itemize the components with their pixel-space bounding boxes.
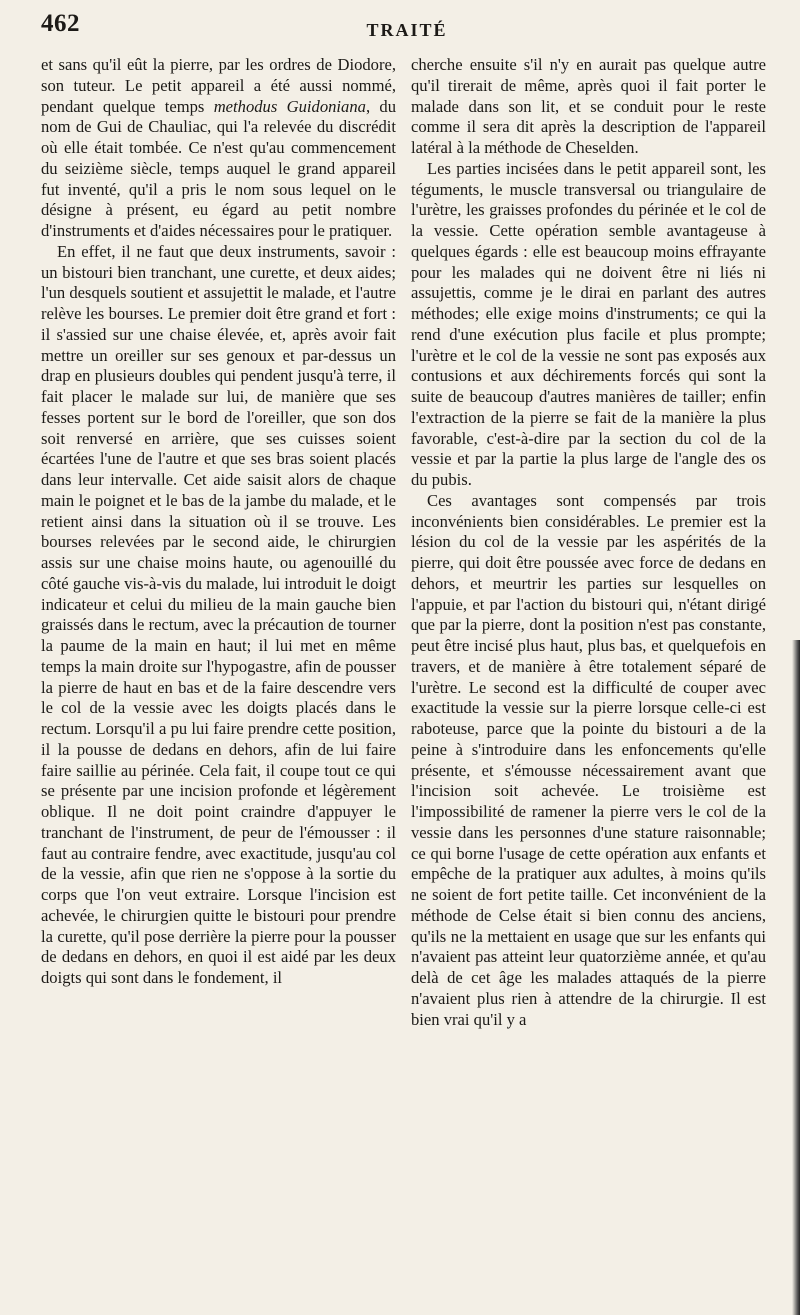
paragraph: Ces avantages sont compensés par trois inconvénients bien considérables. Le premier est la lésion du col de la vessie par les aspérités de la pierre, qui doit être poussée avec force de dedans en dehors, et meurtrir les parties sur lesquelles on l'appuie, et par l'action du bistouri qui, n'étant dirigé que par la pierre, dont la position n'est pas constante, peut être incisé plus haut, plus bas, et quelquefois en travers, et de manière à être totalement séparé de l'urètre. Le second est la difficulté de couper avec exactitude la vessie sur la pierre lorsque celle-ci est raboteuse, parce que la pointe du bistouri a de la peine à s'introduire dans les enfoncements qu'elle présente, et s'émousse nécessairement avant que l'incision soit achevée. Le troisième est l'impossibilité de ramener la pierre vers le col de la vessie dans les personnes d'une stature raisonnable; ce qui borne l'usage de cette opération aux enfants et empêche de la pratiquer aux adultes, à moins qu'ils ne soient de fort petite taille. Cet inconvénient de la méthode de Celse était si bien connu des anciens, qu'ils ne la mettaient en usage que sur les enfants qui n'avaient pas atteint leur quatorzième année, et qu'au delà de cet âge les malades attaqués de la pierre n'avaient plus rien à attendre de la chirurgie. Il est bien vrai qu'il y a: [411, 490, 766, 1029]
paragraph: et sans qu'il eût la pierre, par les ordres de Diodore, son tuteur. Le petit appareil a été aussi nommé, pendant quelque temps methodus Guidoniana, du nom de Gui de Chauliac, qui l'a relevée du discrédit où elle était tombée. Ce n'est qu'au commencement du seizième siècle, temps auquel le grand appareil fut inventé, qu'il a pris le nom sous lequel on le désigne à présent, eu égard au petit nombre d'instruments et d'aides nécessaires pour le pratiquer.: [41, 55, 396, 240]
page-number: 462: [41, 10, 80, 37]
paragraph: Les parties incisées dans le petit appareil sont, les téguments, le muscle transversal ou triangulaire de l'urètre, les graisses profondes du périnée et le col de la vessie. Cette opération semble avantageuse à quelques égards : elle est beaucoup moins effrayante pour les malades qui ne doivent être ni liés ni assujettis, comme je le dirai en parlant des autres méthodes; elle exige moins d'instruments; ce qui la rend d'une exécution plus facile et plus prompte; l'urètre et le col de la vessie ne sont pas exposés aux contusions et aux déchirements forcés qui sont la suite de beaucoup d'autres manières de tailler; enfin l'extraction de la pierre se fait de la manière la plus favorable, c'est-à-dire par la section du col de la vessie et par la partie la plus large de l'angle des os du pubis.: [411, 158, 766, 489]
right-column: [411, 55, 766, 1310]
left-column: [41, 55, 396, 1310]
running-title: TRAITÉ: [366, 20, 448, 40]
paragraph: En effet, il ne faut que deux instruments, savoir : un bistouri bien tranchant, une curette, et deux aides; l'un desquels soutient et assujettit le malade, et l'autre relève les bourses. Le premier doit être grand et fort : il s'assied sur une chaise élevée, et, après avoir fait mettre un oreiller sur ses genoux et par-dessus un drap en plusieurs doubles qui pendent jusqu'à terre, il fait placer le malade sur lui, de manière que ses fesses portent sur le bord de l'oreiller, que son dos soit renversé en arrière, que ses cuisses soient écartées l'une de l'autre et que ses bras soient placés dans leur intervalle. Cet aide saisit alors de chaque main le poignet et le bas de la jambe du malade, et le retient ainsi dans la situation où il se trouve. Les bourses relevées par le second aide, le chirurgien assis sur une chaise moins haute, ou agenouillé du côté gauche vis-à-vis du malade, lui introduit le doigt indicateur et celui du milieu de la main gauche bien graissés dans le rectum, avec la précaution de tourner la paume de la main en haut; il lui met en même temps la main droite sur l'hypogastre, afin de pousser la pierre de haut en bas et de la faire descendre vers le col de la vessie avec les doigts placés dans le rectum. Lorsqu'il a pu lui faire prendre cette position, il la pousse de dedans en dehors, afin de lui faire faire saillie au périnée. Cela fait, il coupe tout ce qui se présente par une incision profonde et légèrement oblique. Il ne doit point craindre d'appuyer le tranchant de l'instrument, de peur de l'émousser : il faut au contraire fendre, avec exactitude, jusqu'au col de la vessie, afin que rien ne s'oppose à la sortie du corps que l'on veut extraire. Lorsque l'incision est achevée, le chirurgien quitte le bistouri pour prendre la curette, qu'il pose derrière la pierre pour la pousser de dedans en dehors, en quoi il est aidé par les deux doigts qui sont dans le fondement, il: [41, 241, 396, 987]
paragraph: cherche ensuite s'il n'y en aurait pas quelque autre qu'il tirerait de même, après quoi il fait porter le malade dans son lit, et se conduit pour le reste comme il sera dit après la description de l'appareil latéral à la méthode de Cheselden.: [411, 55, 766, 157]
page-edge-shadow: [792, 640, 800, 1315]
